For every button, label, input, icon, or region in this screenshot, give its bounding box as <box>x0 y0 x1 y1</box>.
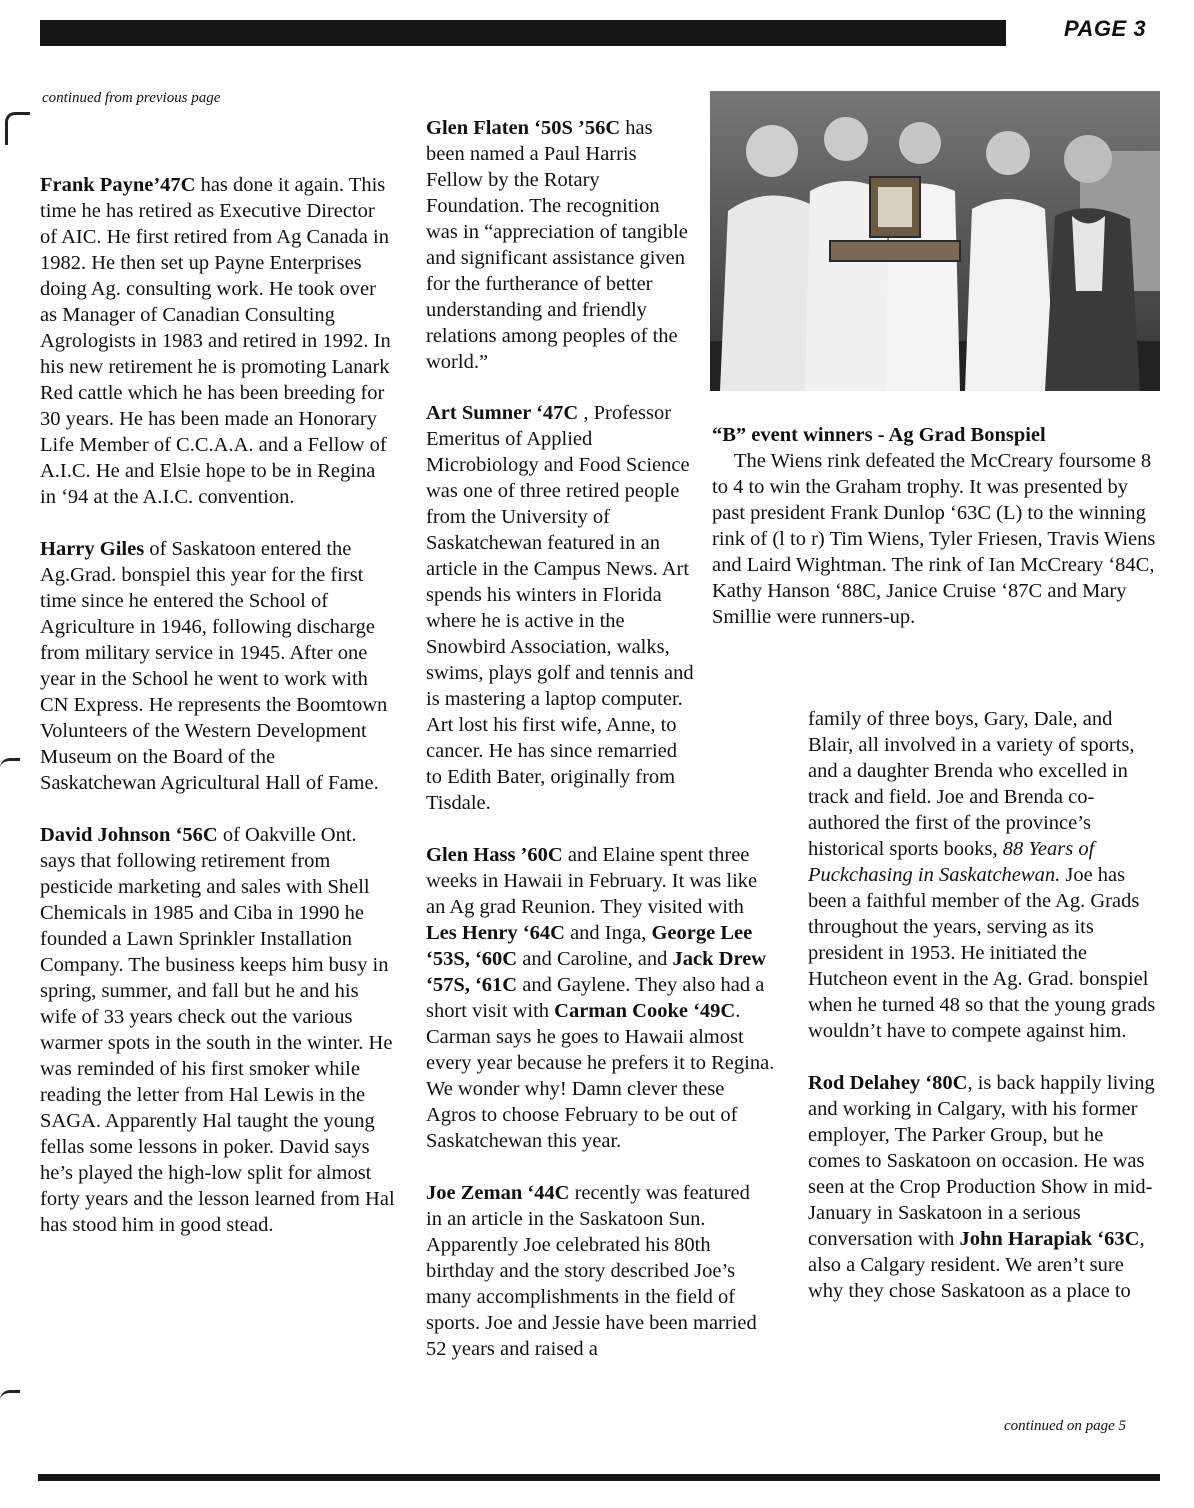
article-joe-zeman <box>426 1180 766 1362</box>
column-middle-bottom <box>426 842 776 1362</box>
column-left <box>40 172 396 1238</box>
article-text: , Professor Emeritus of Applied Microbiology and Food Science was one of three retired people from the University of Saskatchewan featured in an article in the Campus News. Art spends his winters in Florida where he is active in the Snowbird Association, walks, swims, plays golf and tennis and is mastering a laptop computer. Art lost his first wife, Anne, to cancer. He has since remarried to Edith Bater, originally from Tisdale. <box>426 402 694 814</box>
article-harry-giles <box>40 536 396 796</box>
article-text: of Saskatoon entered the Ag.Grad. bonspiel this year for the first time since he entered the School of Agriculture in 1946, following discharge from military service in 1945. After one year in the School he went to work with CN Express. He represents the Boomtown Volunteers of the Western Development Museum on the Board of the Saskatchewan Agricultural Hall of Fame. <box>40 538 388 794</box>
article-text: has done it again. This time he has retired as Executive Director of AIC. He first retired from Ag Canada in 1982. He then set up Payne Enterprises doing Ag. consulting work. He took over as Manager of Canadian Consulting Agrologists in 1983 and retired in 1992. In his new retirement he is promoting Lanark Red cattle which he has been breeding for 30 years. He has been made an Honorary Life Member of C.C.A.A. and a Fellow of A.I.C. He and Elsie hope to be in Regina in ‘94 at the A.I.C. convention. <box>40 174 391 508</box>
footer-bar <box>38 1474 1160 1481</box>
person-name: John Harapiak ‘63C <box>959 1228 1140 1250</box>
column-right <box>808 706 1160 1304</box>
continued-from-note: continued from previous page <box>42 90 221 106</box>
article-rod-delahey: Rod Delahey ‘80C, is back happily living and working in Calgary, with his former employer, The Parker Group, but he comes to Saskatoon on occasion. He was seen at the Crop Production Show in mid-January in Saskatoon in a serious conversation with John Harapiak ‘63C, also a Calgary resident. We aren’t sure why they chose Saskatoon as a place to <box>808 1072 1155 1302</box>
article-joe-zeman-cont: family of three boys, Gary, Dale, and Blair, all involved in a variety of sports, and a daughter Brenda who excelled in track and field. Joe and Brenda co-authored the first of the province’s historical sports books, 88 Years of Puckchasing in Saskatchewan. Joe has been a faithful member of the Ag. Grads throughout the years, serving as its president in 1953. He initiated the Hutcheon event in the Ag. Grad. bonspiel when he turned 48 so that the young grads wouldn’t have to compete against him. <box>808 708 1156 1042</box>
page-number: PAGE 3 <box>1064 16 1147 41</box>
person-name: Joe Zeman ‘44C <box>426 1182 570 1204</box>
article-text: has been named a Paul Harris Fellow by the Rotary Foundation. The recognition was in “appreciation of tangible and significant assistance given for the furtherance of better understanding and friendly relations among peoples of the world.” <box>426 117 688 373</box>
caption-title: “B” event winners - Ag Grad Bonspiel <box>712 424 1046 446</box>
person-name: Harry Giles <box>40 538 145 560</box>
article-glen-flaten <box>426 115 696 375</box>
person-name: Art Sumner ‘47C <box>426 402 579 424</box>
binder-mark <box>5 112 30 145</box>
person-name: Glen Hass ’60C <box>426 844 563 866</box>
column-middle-top <box>426 115 696 375</box>
photo-illustration <box>710 91 1160 391</box>
article-art-sumner <box>426 400 698 816</box>
person-name: Carman Cooke ‘49C <box>554 1000 736 1022</box>
person-name: Rod Delahey ‘80C <box>808 1072 968 1094</box>
person-name: Les Henry ‘64C <box>426 922 565 944</box>
column-middle-art <box>426 400 698 816</box>
article-text: recently was featured in an article in the Saskatoon Sun. Apparently Joe celebrated his 80th birthday and the story described Joe’s many accomplishments in the field of sports. Joe and Jessie have been married 52 years and raised a <box>426 1182 757 1360</box>
article-text: of Oakville Ont. says that following retirement from pesticide marketing and sales with Shell Chemicals in 1985 and Ciba in 1990 he founded a Lawn Sprinkler Installation Company. The business keeps him busy in spring, summer, and fall but he and his wife of 33 years check out the various warmer spots in the south in the winter. He was reminded of his first smoker while reading the letter from Hal Lewis in the SAGA. Apparently Hal taught the young fellas some lessons in poker. David says he’s played the high-low split for almost forty years and the lesson learned from Hal has stood him in good stead. <box>40 824 395 1236</box>
caption-text: The Wiens rink defeated the McCreary foursome 8 to 4 to win the Graham trophy. It was presented by past president Frank Dunlop ‘63C (L) to the winning rink of (l to r) Tim Wiens, Tyler Friesen, Travis Wiens and Laird Wightman. The rink of Ian McCreary ‘84C, Kathy Hanson ‘88C, Janice Cruise ‘87C and Mary Smillie were runners-up. <box>712 450 1156 628</box>
person-name: David Johnson ‘56C <box>40 824 218 846</box>
person-name: Glen Flaten ‘50S ’56C <box>426 117 621 139</box>
book-title: 88 Years of Puckchasing in Saskatchewan. <box>808 838 1095 886</box>
bonspiel-winners-photo <box>710 91 1160 391</box>
photo-caption <box>712 422 1158 630</box>
article-david-johnson <box>40 822 396 1238</box>
binder-mark <box>0 758 20 781</box>
header-bar <box>40 20 1006 46</box>
person-name: George Lee ‘53S, ‘60C <box>426 922 753 970</box>
continued-on-note: continued on page 5 <box>1004 1418 1127 1434</box>
person-name: Jack Drew ‘57S, ‘61C <box>426 948 767 996</box>
article-glen-hass: Glen Hass ’60C and Elaine spent three weeks in Hawaii in February. It was like an Ag grad Reunion. They visited with Les Henry ‘64C and Inga, George Lee ‘53S, ‘60C and Caroline, and Jack Drew ‘57S, ‘61C and Gaylene. They also had a short visit with Carman Cooke ‘49C. Carman says he goes to Hawaii almost every year because he prefers it to Regina. We wonder why! Damn clever these Agros to choose February to be out of Saskatchewan this year. <box>426 844 775 1152</box>
person-name: Frank Payne’47C <box>40 174 196 196</box>
article-frank-payne <box>40 172 396 510</box>
binder-mark <box>0 1390 20 1413</box>
